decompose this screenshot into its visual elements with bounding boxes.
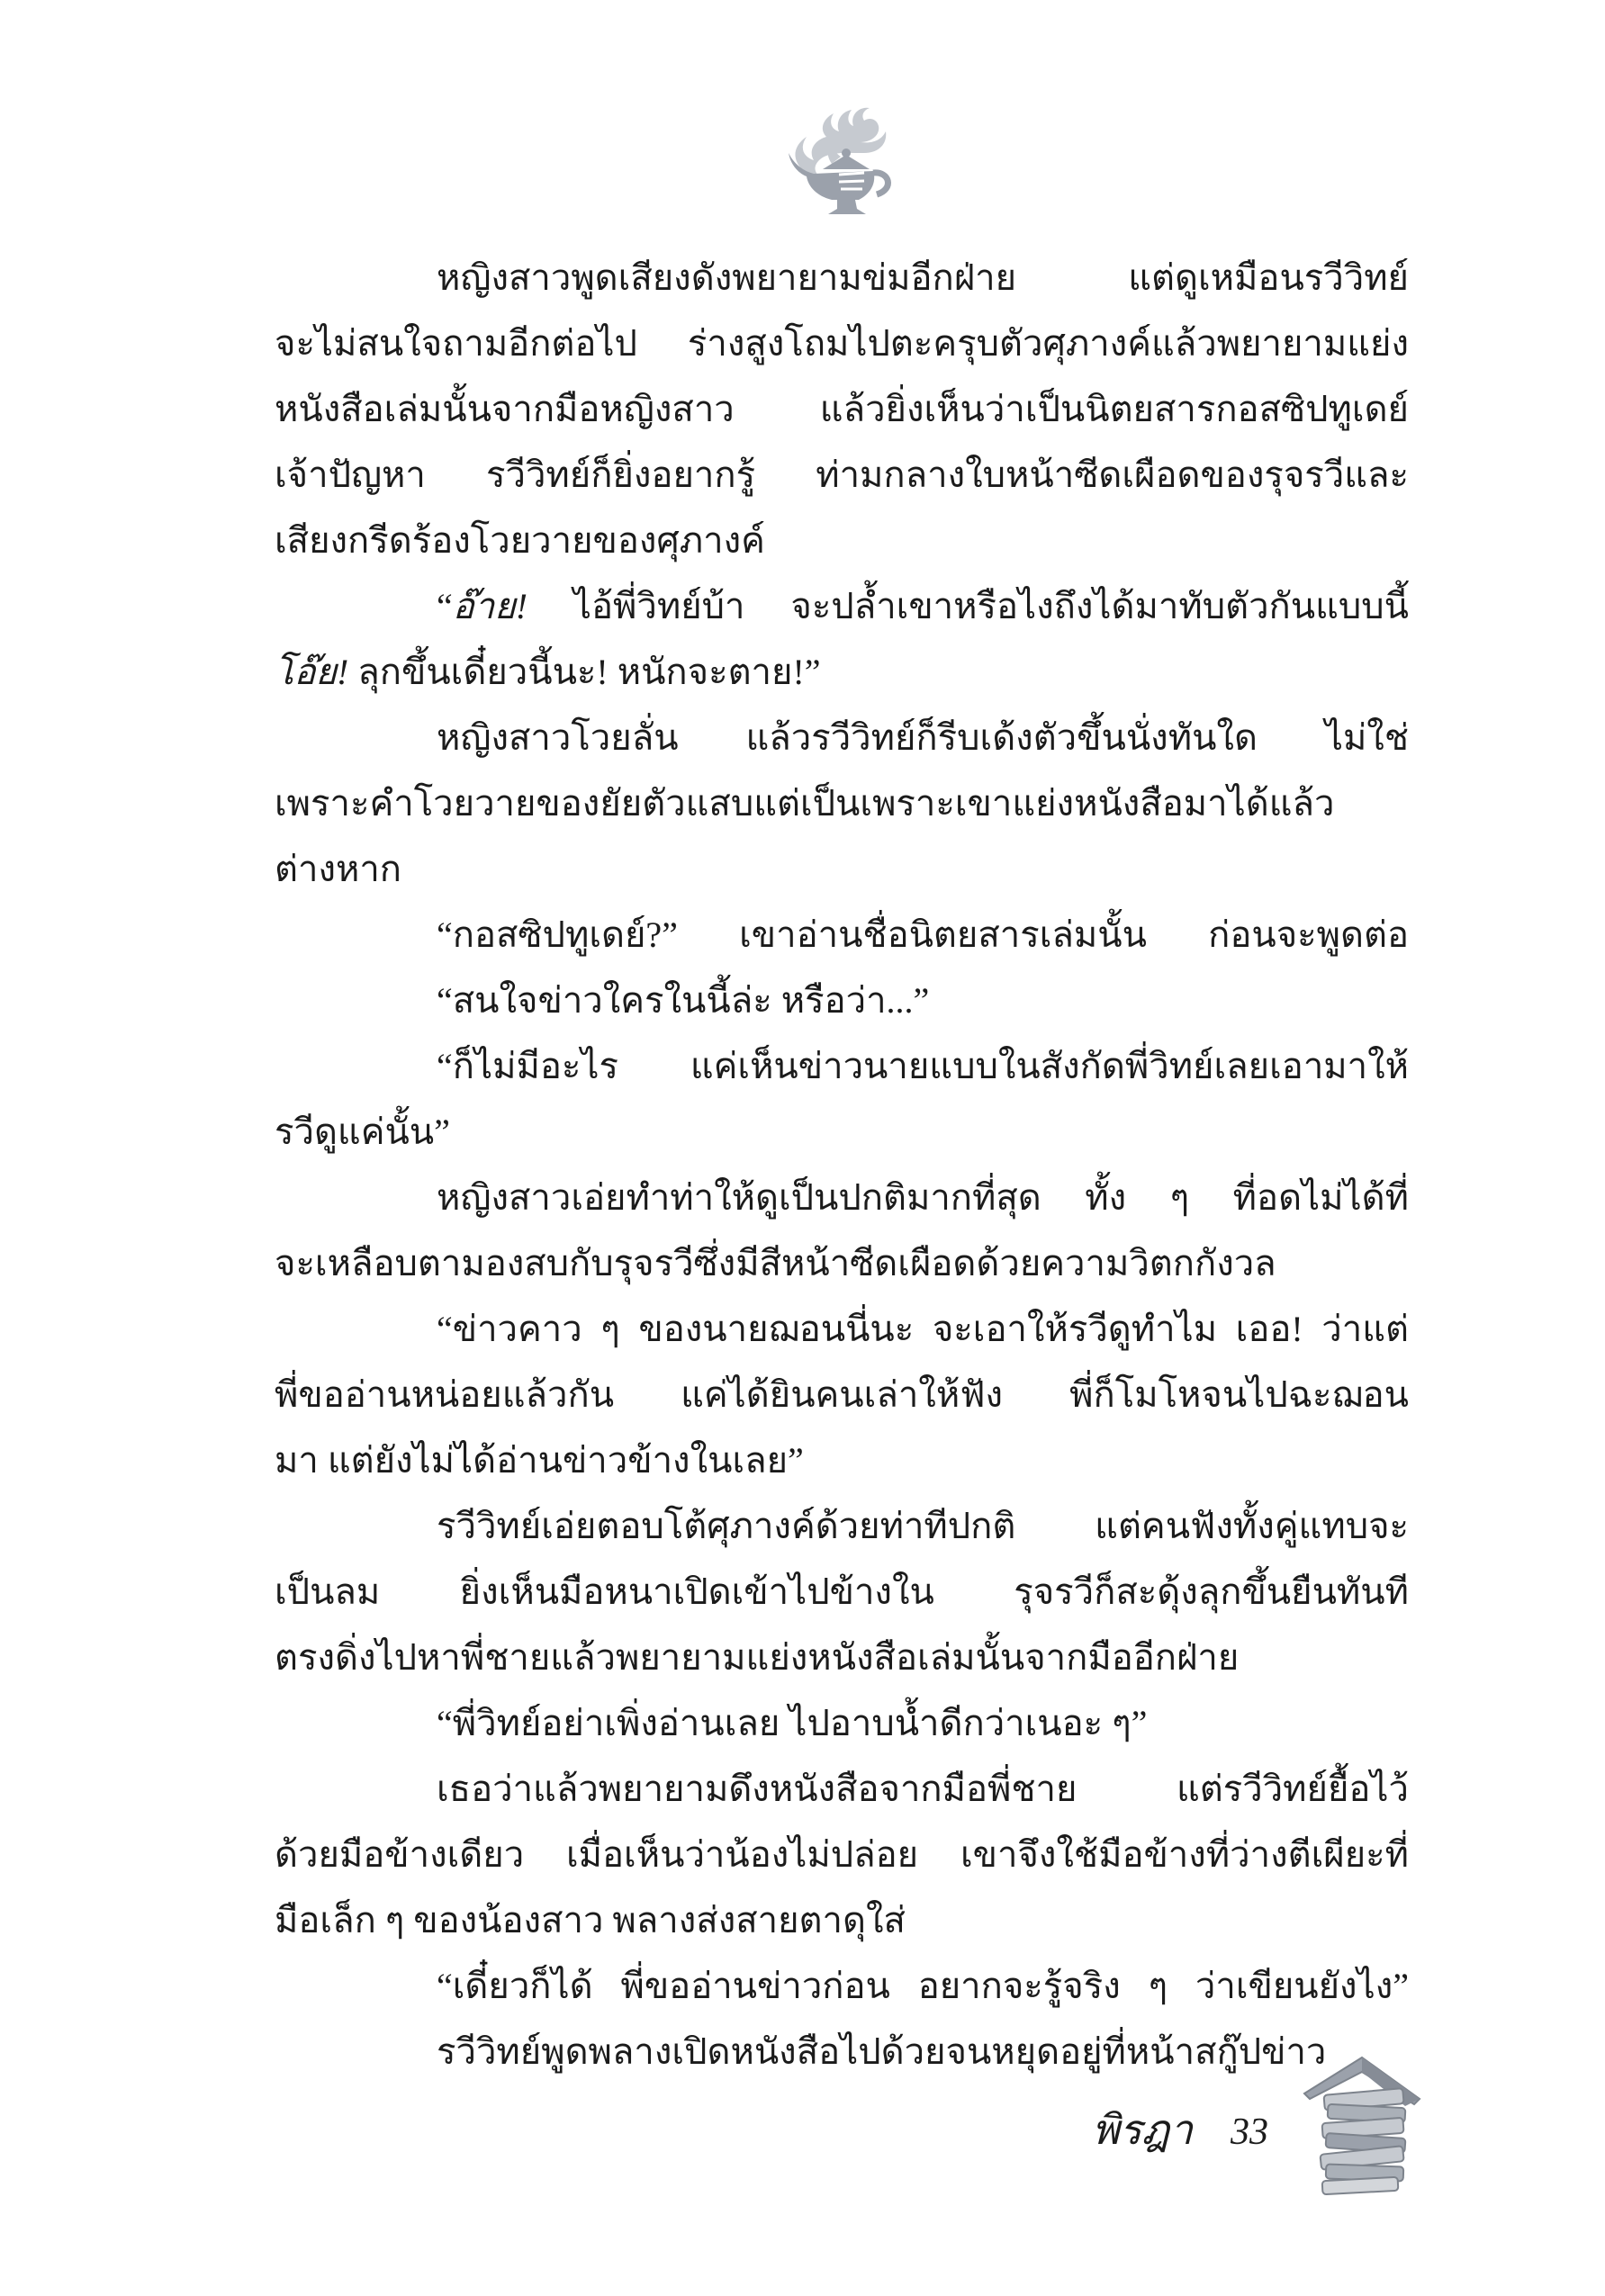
page-number: 33 (1231, 2111, 1268, 2153)
text-line: “สนใจข่าวใครในนี้ล่ะ หรือว่า...” (437, 980, 930, 1021)
text-line: โอ๊ย! ลุกขึ้นเดี๋ยวนี้นะ! หนักจะตาย!” (275, 652, 821, 692)
text-line: “เดี๋ยวก็ได้ พี่ขออ่านข่าวก่อน อยากจะรู้จริง ๆ ว่าเขียนยังไง” (437, 1966, 1409, 2006)
page-footer (1092, 2052, 1425, 2201)
page-text (275, 245, 1409, 2084)
text-line: ต่างหาก (275, 849, 402, 889)
text-line: พี่ขออ่านหน่อยแล้วกัน แค่ได้ยินคนเล่าให้ฟัง พี่ก็โมโหจนไปฉะฌอน (275, 1374, 1409, 1415)
text-line: “พี่วิทย์อย่าเพิ่งอ่านเลย ไปอาบน้ำดีกว่าเนอะ ๆ” (437, 1703, 1148, 1743)
text-line: รวีดูแค่นั้น” (275, 1112, 450, 1152)
text-line: เป็นลม ยิ่งเห็นมือหนาเปิดเข้าไปข้างใน รุจรวีก็สะดุ้งลุกขึ้นยืนทันที (275, 1571, 1409, 1612)
text-line: “ข่าวคาว ๆ ของนายฌอนนี่นะ จะเอาให้รวีดูทำไม เออ! ว่าแต่ (437, 1309, 1409, 1349)
text-line: เพราะคำโวยวายของยัยตัวแสบแต่เป็นเพราะเขาแย่งหนังสือมาได้แล้ว (275, 783, 1335, 824)
text-line: เสียงกรีดร้องโวยวายของศุภางค์ (275, 520, 765, 561)
footer-text (1092, 2097, 1268, 2163)
text-line: หญิงสาวโวยลั่น แล้วรวีวิทย์ก็รีบเด้งตัวขึ้นนั่งทันใด ไม่ใช่ (437, 717, 1409, 758)
text-line: จะไม่สนใจถามอีกต่อไป ร่างสูงโถมไปตะครุบตัวศุภางค์แล้วพยายามแย่ง (275, 323, 1409, 364)
text-line: ด้วยมือข้างเดียว เมื่อเห็นว่าน้องไม่ปล่อย เขาจึงใช้มือข้างที่ว่างตีเผียะที่ (275, 1834, 1409, 1875)
text-line: หญิงสาวพูดเสียงดังพยายามข่มอีกฝ่าย แต่ดูเหมือนรวีวิทย์ (437, 257, 1409, 298)
text-line: หญิงสาวเอ่ยทำท่าให้ดูเป็นปกติมากที่สุด ทั้ง ๆ ที่อดไม่ได้ที่ (437, 1177, 1409, 1218)
text-line: ตรงดิ่งไปหาพี่ชายแล้วพยายามแย่งหนังสือเล่มนั้นจากมืออีกฝ่าย (275, 1637, 1240, 1678)
book-stack-icon (1299, 2052, 1425, 2201)
text-line: “ก็ไม่มีอะไร แค่เห็นข่าวนายแบบในสังกัดพี่วิทย์เลยเอามาให้ (437, 1046, 1409, 1086)
text-line: “อ๊าย! ไอ้พี่วิทย์บ้า จะปล้ำเขาหรือไงถึงได้มาทับตัวกันแบบนี้ (437, 586, 1409, 626)
text-line: มือเล็ก ๆ ของน้องสาว พลางส่งสายตาดุใส่ (275, 1900, 906, 1940)
text-line: รวีวิทย์เอ่ยตอบโต้ศุภางค์ด้วยท่าทีปกติ แต่คนฟังทั้งคู่แทบจะ (437, 1506, 1409, 1546)
running-title: พิรฎา (1092, 2107, 1193, 2153)
steaming-genie-lamp-icon (781, 101, 898, 231)
text-line: เธอว่าแล้วพยายามดึงหนังสือจากมือพี่ชาย แต่รวีวิทย์ยื้อไว้ (437, 1769, 1409, 1809)
text-line: “กอสซิปทูเดย์?” เขาอ่านชื่อนิตยสารเล่มนั้น ก่อนจะพูดต่อ (437, 914, 1409, 955)
text-line: หนังสือเล่มนั้นจากมือหญิงสาว แล้วยิ่งเห็นว่าเป็นนิตยสารกอสซิปทูเดย์ (275, 389, 1409, 429)
text-line: เจ้าปัญหา รวีวิทย์ก็ยิ่งอยากรู้ ท่ามกลางใบหน้าซีดเผือดของรุจรวีและ (275, 455, 1409, 495)
text-line: มา แต่ยังไม่ได้อ่านข่าวข้างในเลย” (275, 1440, 804, 1481)
text-line: รวีวิทย์พูดพลางเปิดหนังสือไปด้วยจนหยุดอยู่ที่หน้าสกู๊ปข่าว (437, 2031, 1327, 2072)
text-line: จะเหลือบตามองสบกับรุจรวีซึ่งมีสีหน้าซีดเผือดด้วยความวิตกกังวล (275, 1243, 1276, 1283)
